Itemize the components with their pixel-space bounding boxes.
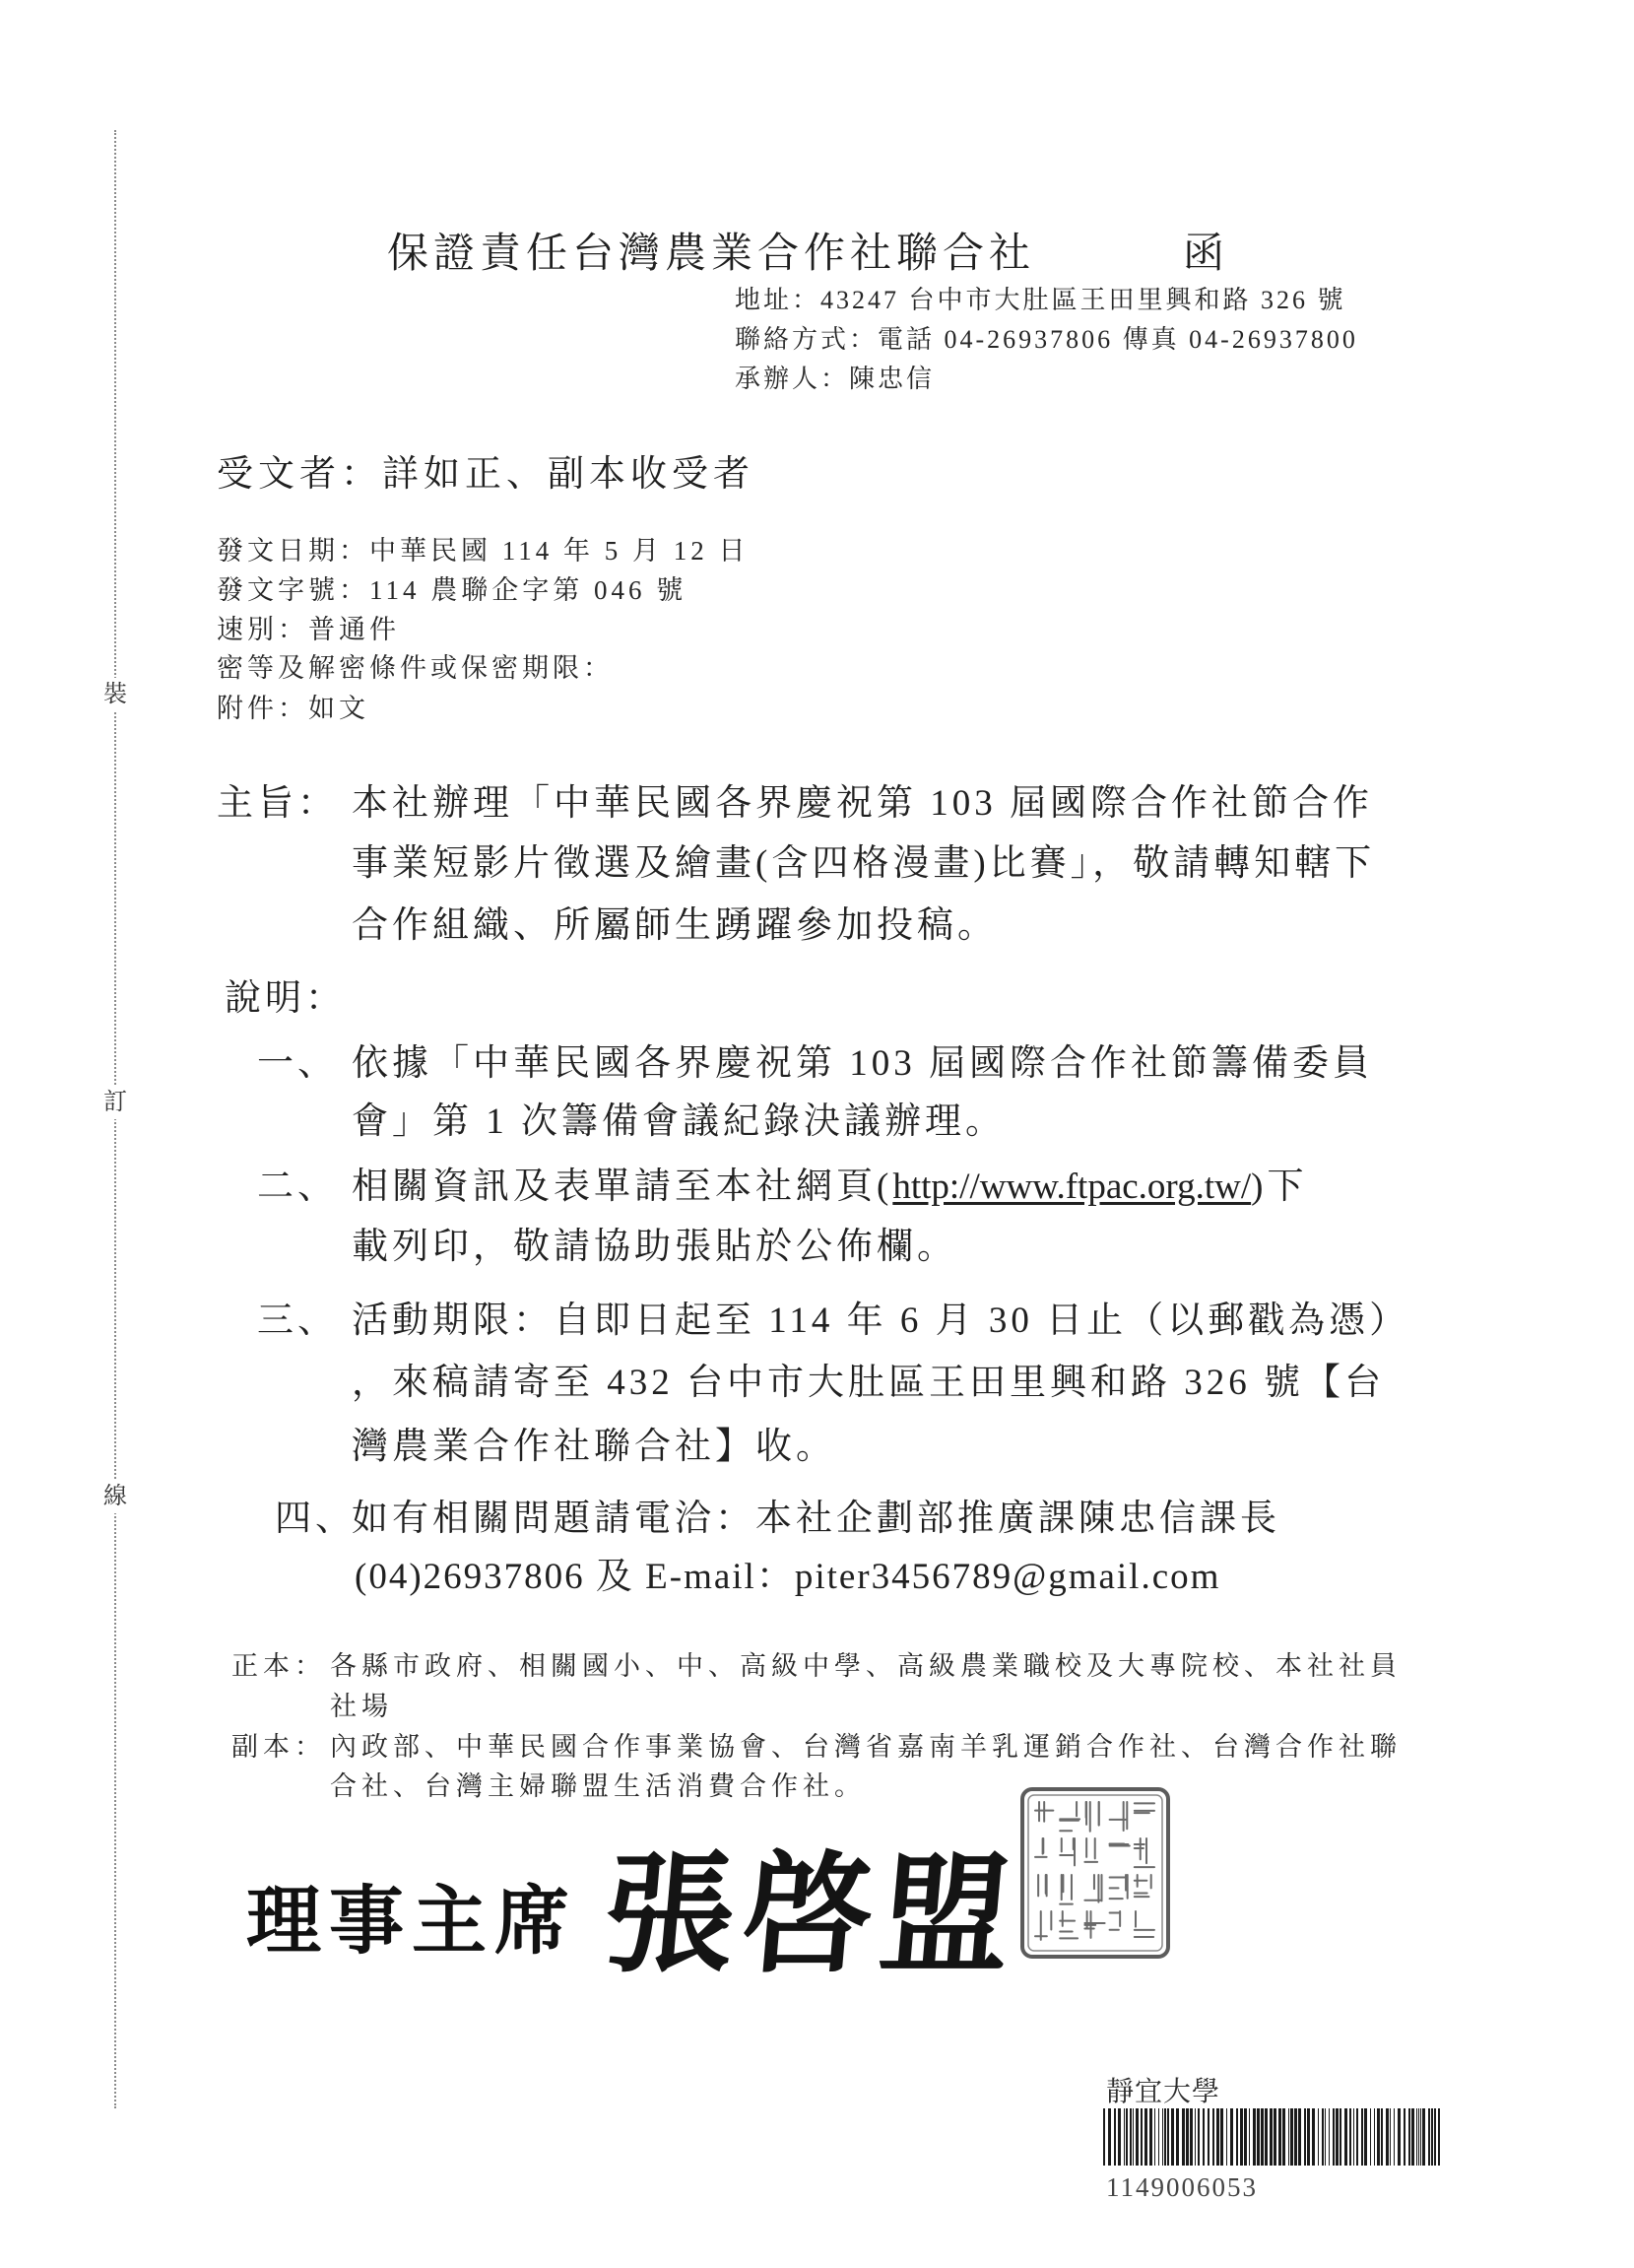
barcode-bar xyxy=(1386,2108,1389,2166)
barcode-bar xyxy=(1167,2108,1169,2166)
barcode-bar xyxy=(1216,2108,1219,2166)
attachment-value: 如文 xyxy=(308,694,369,723)
barcode-bar xyxy=(1349,2108,1351,2166)
barcode-bar xyxy=(1198,2108,1200,2166)
confidentiality-label: 密等及解密條件或保密期限： xyxy=(217,653,614,683)
barcode-bar xyxy=(1404,2108,1405,2166)
barcode-bar xyxy=(1261,2108,1264,2166)
delivery-speed-value: 普通件 xyxy=(308,615,400,644)
sender-handler: 承辦人：陳忠信 xyxy=(735,365,936,393)
barcode-bar xyxy=(1356,2108,1358,2166)
barcode-bar xyxy=(1126,2108,1128,2166)
item-line: 依據「中華民國各界慶祝第 103 屆國際合作社節籌備委員 xyxy=(352,1043,1373,1084)
barcode-bar xyxy=(1282,2108,1285,2166)
barcode-bar xyxy=(1411,2108,1414,2166)
carbon-copy-label: 副本： xyxy=(231,1732,326,1762)
barcode-bar xyxy=(1158,2108,1159,2166)
issue-number xyxy=(217,577,686,604)
seal-inner-border xyxy=(1028,1795,1162,1951)
confidentiality xyxy=(217,655,614,682)
barcode-bar xyxy=(1312,2108,1315,2166)
barcode-bar xyxy=(1394,2108,1395,2166)
barcode-bar xyxy=(1141,2108,1143,2166)
sender-contact: 聯絡方式：電話 04-26937806 傳真 04-26937800 xyxy=(735,325,1358,354)
barcode-bar xyxy=(1408,2108,1410,2166)
barcode-bar xyxy=(1370,2108,1371,2166)
barcode-bar xyxy=(1364,2108,1367,2166)
item-line: ，來稿請寄至 432 台中市大肚區王田里興和路 326 號【台 xyxy=(352,1363,1385,1403)
barcode-bar xyxy=(1103,2108,1105,2166)
original-recipients-line: 各縣市政府、相關國小、中、高級中學、高級農業職校及大專院校、本社社員 xyxy=(330,1651,1402,1681)
barcode-bar xyxy=(1144,2108,1147,2166)
org-title: 保證責任台灣農業合作社聯合社 xyxy=(387,232,1036,277)
delivery-speed xyxy=(217,617,400,643)
original-recipients-line: 社場 xyxy=(330,1692,393,1721)
explanation-label: 說明： xyxy=(225,978,346,1019)
barcode xyxy=(1102,2108,1446,2166)
barcode-bar xyxy=(1130,2108,1132,2166)
barcode-bar xyxy=(1182,2108,1185,2166)
barcode-bar xyxy=(1136,2108,1139,2166)
official-seal xyxy=(1019,1786,1171,1960)
item-line: 載列印，敬請協助張貼於公佈欄。 xyxy=(352,1227,957,1267)
barcode-bar xyxy=(1274,2108,1276,2166)
barcode-bar xyxy=(1304,2108,1306,2166)
item-number: 三、 xyxy=(257,1301,338,1341)
receiver-name: 靜宜大學 xyxy=(1106,2077,1221,2107)
barcode-bar xyxy=(1340,2108,1341,2166)
barcode-bar xyxy=(1190,2108,1193,2166)
barcode-bar xyxy=(1361,2108,1363,2166)
barcode-bar xyxy=(1434,2108,1436,2166)
item-line: 如有相關問題請電洽：本社企劃部推廣課陳忠信課長 xyxy=(352,1499,1280,1539)
barcode-bar xyxy=(1398,2108,1401,2166)
carbon-copy-line: 內政部、中華民國合作事業協會、台灣省嘉南羊乳運銷合作社、台灣合作社聯 xyxy=(330,1732,1402,1762)
barcode-bar xyxy=(1220,2108,1223,2166)
barcode-bar xyxy=(1265,2108,1268,2166)
item-number: 四、 xyxy=(275,1499,356,1539)
barcode-bar xyxy=(1336,2108,1339,2166)
barcode-bar xyxy=(1208,2108,1209,2166)
barcode-bar xyxy=(1244,2108,1247,2166)
barcode-bar xyxy=(1270,2108,1273,2166)
barcode-bar xyxy=(1186,2108,1189,2166)
barcode-bar xyxy=(1322,2108,1324,2166)
item-line-text: )下 xyxy=(1251,1167,1308,1207)
barcode-bar xyxy=(1212,2108,1214,2166)
barcode-bar xyxy=(1118,2108,1121,2166)
sender-address: 地址：43247 台中市大肚區王田里興和路 326 號 xyxy=(735,286,1346,314)
subject-line: 合作組織、所屬師生踴躍參加投稿。 xyxy=(352,905,998,946)
subject-label: 主旨： xyxy=(217,783,338,824)
issue-date xyxy=(217,538,750,565)
barcode-bar xyxy=(1333,2108,1335,2166)
barcode-bar xyxy=(1164,2108,1166,2166)
item-number: 一、 xyxy=(257,1043,338,1084)
attachment xyxy=(217,696,369,722)
doc-type: 函 xyxy=(1183,232,1230,277)
item-line xyxy=(352,1168,1307,1205)
barcode-bar xyxy=(1377,2108,1380,2166)
barcode-bar xyxy=(1418,2108,1419,2166)
barcode-bar xyxy=(1325,2108,1326,2166)
barcode-bar xyxy=(1438,2108,1440,2166)
issue-number-label: 發文字號： xyxy=(217,575,369,605)
barcode-bar xyxy=(1288,2108,1289,2166)
binding-label-zhuang: 裝 xyxy=(101,678,129,711)
barcode-bar xyxy=(1203,2108,1205,2166)
binding-label-xian: 線 xyxy=(101,1480,129,1513)
barcode-bar xyxy=(1374,2108,1375,2166)
barcode-bar xyxy=(1381,2108,1383,2166)
barcode-bar xyxy=(1318,2108,1319,2166)
barcode-bar xyxy=(1278,2108,1281,2166)
delivery-speed-label: 速別： xyxy=(217,615,308,644)
issue-date-value: 中華民國 114 年 5 月 12 日 xyxy=(369,536,750,566)
item-line: (04)26937806 及 E-mail：piter3456789@gmail.com xyxy=(355,1557,1221,1597)
barcode-bar xyxy=(1431,2108,1433,2166)
barcode-bar xyxy=(1240,2108,1243,2166)
barcode-bar xyxy=(1257,2108,1260,2166)
barcode-bar xyxy=(1154,2108,1155,2166)
item-line-text: 相關資訊及表單請至本社網頁( xyxy=(352,1167,893,1207)
barcode-bar xyxy=(1249,2108,1250,2166)
barcode-bar xyxy=(1298,2108,1301,2166)
barcode-bar xyxy=(1236,2108,1238,2166)
item-line: 會」第 1 次籌備會議紀錄決議辦理。 xyxy=(352,1101,1006,1142)
issue-number-value: 114 農聯企字第 046 號 xyxy=(369,575,687,605)
chair-title: 理事主席 xyxy=(246,1877,577,1965)
barcode-bar xyxy=(1422,2108,1425,2166)
website-link: http://www.ftpac.org.tw/ xyxy=(892,1167,1252,1207)
item-line: 活動期限：自即日起至 114 年 6 月 30 日止（以郵戳為憑） xyxy=(352,1301,1410,1341)
attachment-label: 附件： xyxy=(217,694,308,723)
barcode-bar xyxy=(1290,2108,1293,2166)
barcode-bar xyxy=(1226,2108,1227,2166)
barcode-bar xyxy=(1162,2108,1163,2166)
barcode-bar xyxy=(1133,2108,1134,2166)
barcode-bar xyxy=(1353,2108,1354,2166)
barcode-bar xyxy=(1428,2108,1430,2166)
chair-signature: 張啓盟 xyxy=(598,1838,1025,1991)
barcode-bar xyxy=(1344,2108,1347,2166)
barcode-bar xyxy=(1307,2108,1310,2166)
barcode-bar xyxy=(1294,2108,1297,2166)
barcode-bar xyxy=(1390,2108,1391,2166)
barcode-bar xyxy=(1253,2108,1256,2166)
item-line: 灣農業合作社聯合社】收。 xyxy=(352,1427,836,1467)
subject-line: 事業短影片徵選及繪畫(含四格漫畫)比賽」，敬請轉知轄下 xyxy=(352,843,1376,884)
barcode-bar xyxy=(1230,2108,1233,2166)
barcode-bar xyxy=(1195,2108,1196,2166)
barcode-bar xyxy=(1114,2108,1116,2166)
barcode-bar xyxy=(1124,2108,1125,2166)
barcode-bar xyxy=(1171,2108,1174,2166)
carbon-copy-line: 合社、台灣主婦聯盟生活消費合作社。 xyxy=(330,1771,866,1801)
binding-label-ding: 訂 xyxy=(101,1086,129,1119)
subject-line: 本社辦理「中華民國各界慶祝第 103 屆國際合作社節合作 xyxy=(352,783,1373,824)
item-number: 二、 xyxy=(257,1167,338,1207)
barcode-bar xyxy=(1149,2108,1152,2166)
barcode-bar xyxy=(1108,2108,1111,2166)
original-recipients-label: 正本： xyxy=(231,1651,326,1681)
binding-line xyxy=(114,130,116,2108)
barcode-bar xyxy=(1420,2108,1421,2166)
barcode-bar xyxy=(1416,2108,1417,2166)
issue-date-label: 發文日期： xyxy=(217,536,369,566)
barcode-number: 1149006053 xyxy=(1106,2172,1258,2202)
barcode-bar xyxy=(1176,2108,1179,2166)
recipient: 受文者：詳如正、副本收受者 xyxy=(217,454,754,495)
barcode-bar xyxy=(1329,2108,1330,2166)
